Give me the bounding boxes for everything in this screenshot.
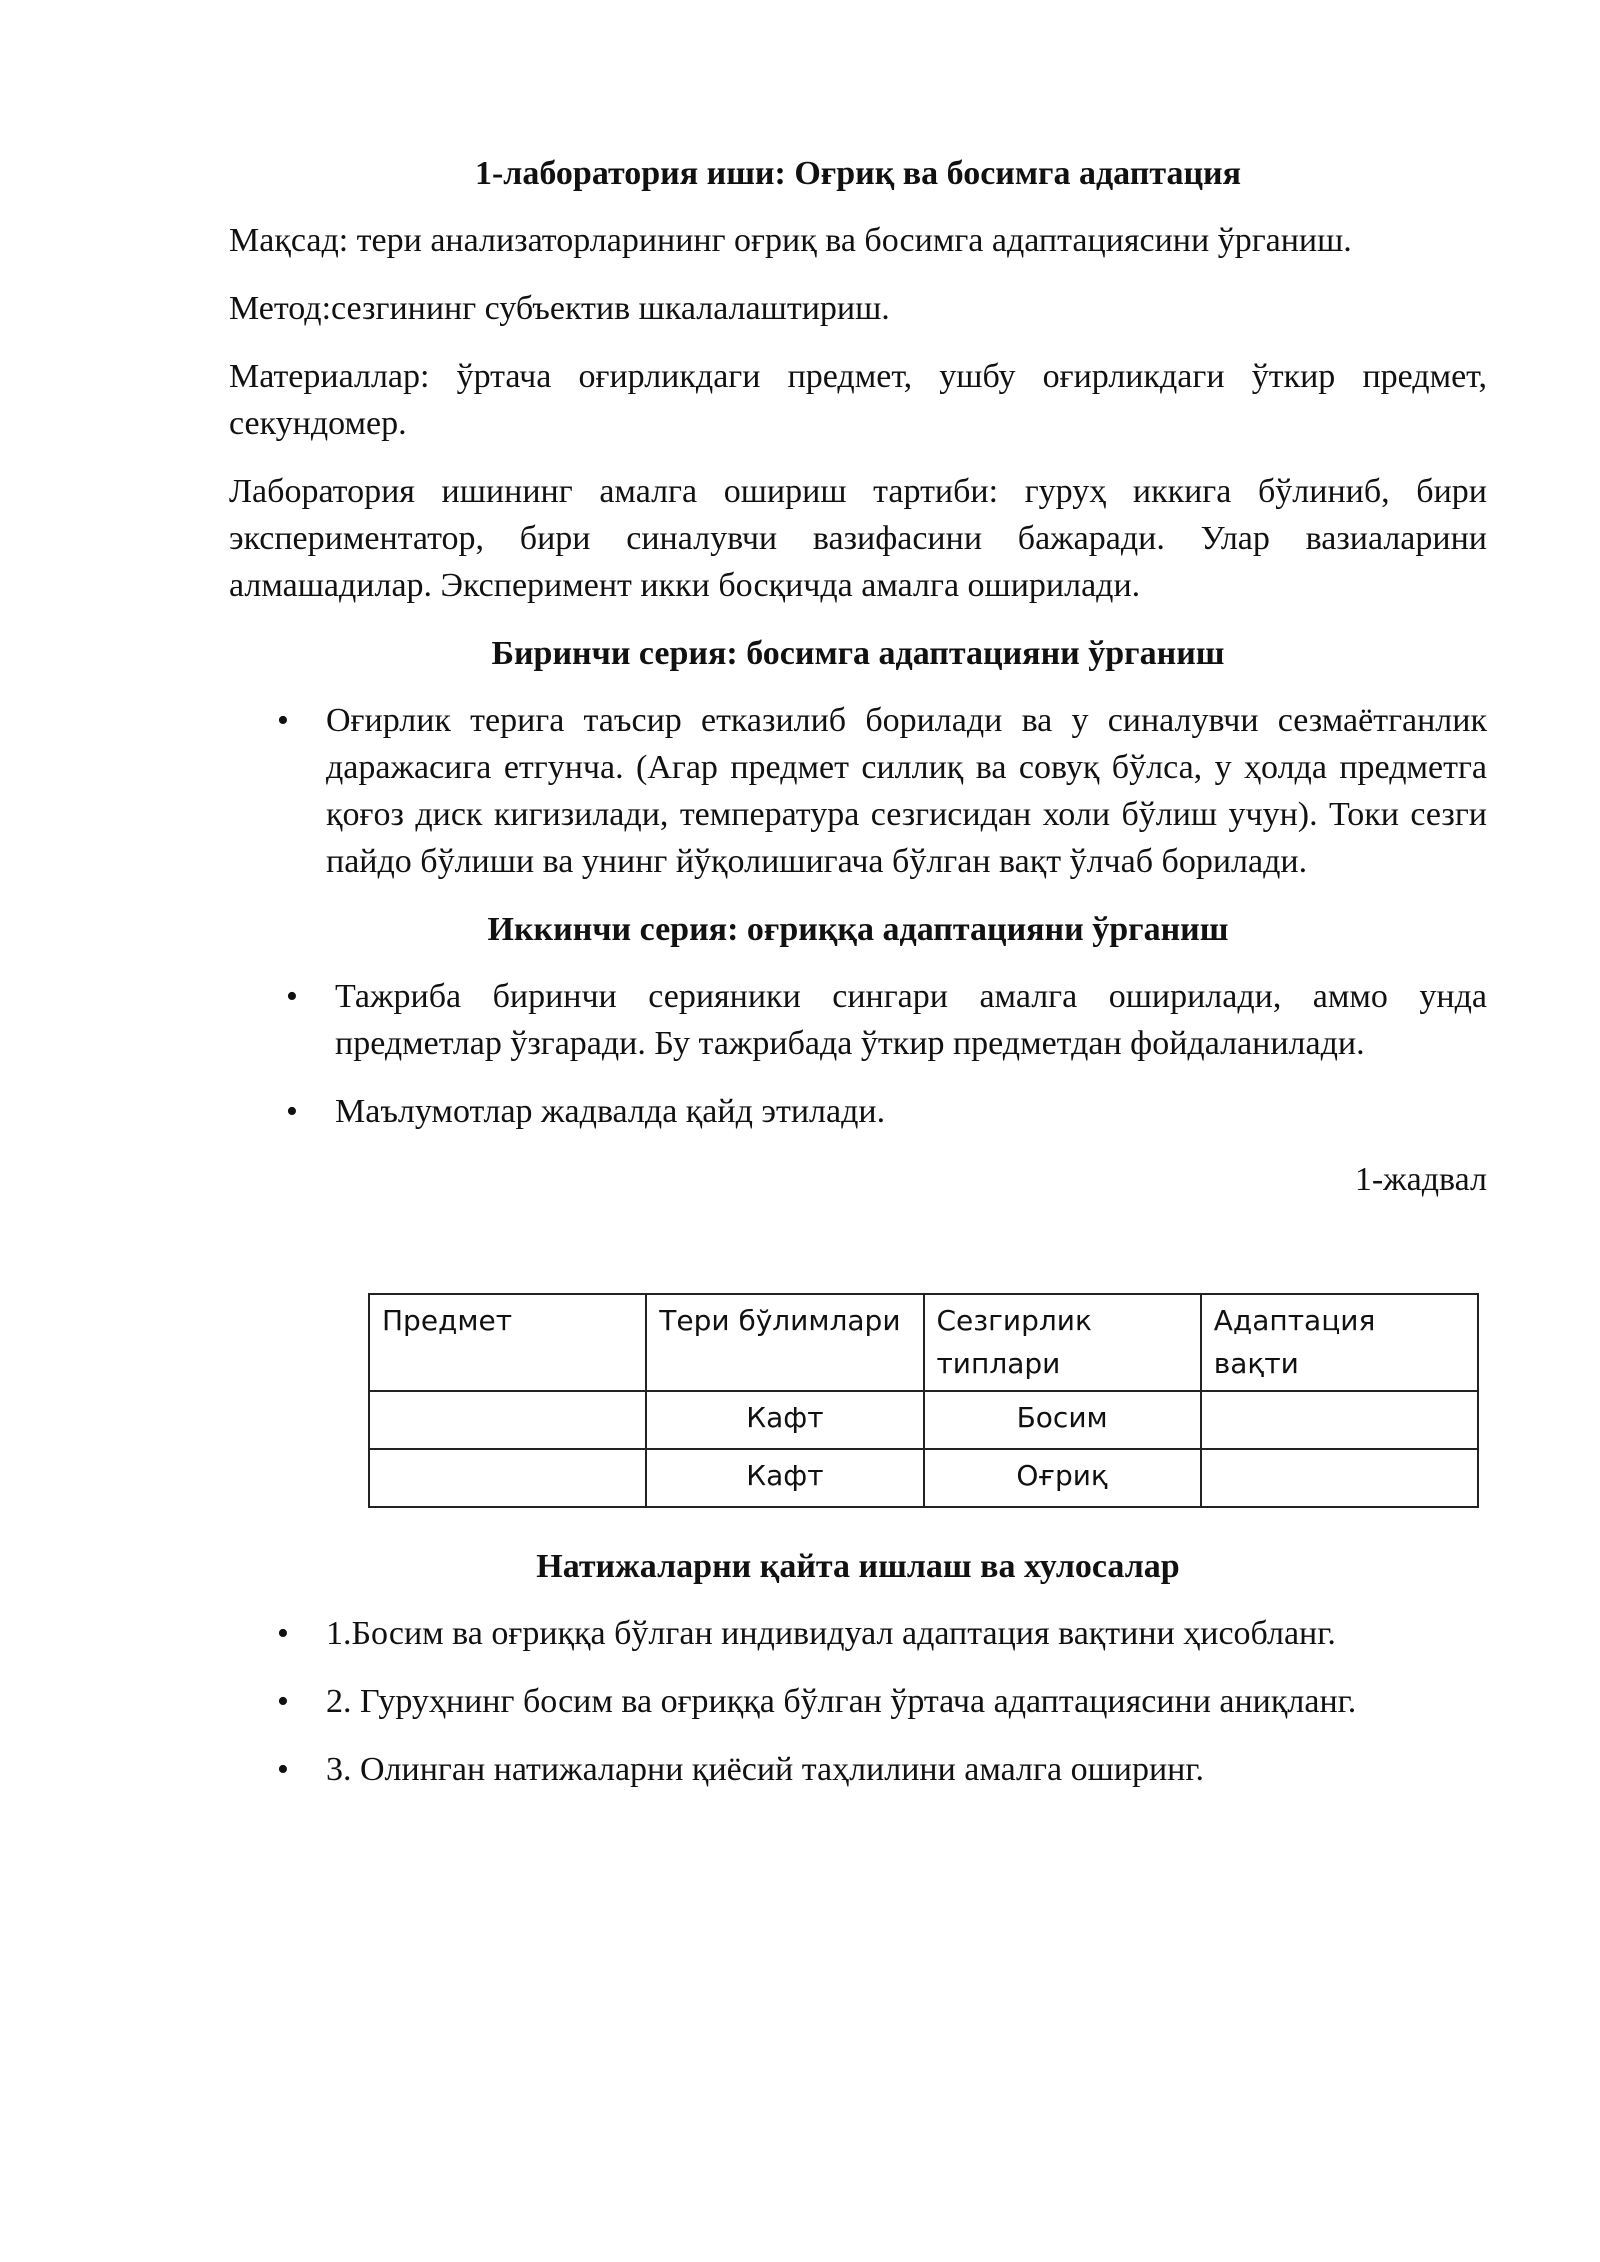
procedure-paragraph: Лаборатория ишининг амалга ошириш тартиби: гуруҳ иккига бўлиниб, бири экспериментатор, бири синалувчи вазифасини бажаради. Улар вазиаларини алмашадилар. Эксперимент икки босқичда амалга оширилади. [229,473,1487,604]
bullet-icon: • [286,1093,298,1130]
results-heading: Натижаларни қайта ишлаш ва хулосалар [536,1548,1180,1585]
bullet-icon: • [277,1683,289,1720]
table-row [369,1391,1478,1449]
list-item-text: 2. Гуруҳнинг босим ва оғриққа бўлган ўртача адаптациясини аниқланг. [326,1683,1357,1720]
purpose-paragraph: Мақсад: тери анализаторларининг оғриқ ва босимга адаптациясини ўрганиш. [229,222,1352,259]
series1-bullet-list [229,697,1487,885]
table-caption: 1-жадвал [1354,1161,1487,1198]
list-item-text: Тажриба биринчи серияники сингари амалга оширилади, аммо унда предметлар ўзгаради. Бу тажрибада ўткир предметдан фойдаланилади. [335,978,1487,1062]
data-table [368,1293,1479,1508]
table-header-row [369,1294,1478,1391]
list-item [229,1088,1487,1135]
table-cell [1201,1391,1478,1449]
table-cell: Босим [924,1391,1201,1449]
document-title: 1-лаборатория иши: Оғриқ ва босимга адаптация [474,155,1242,192]
table-header-cell: Тери бўлимлари [646,1294,923,1391]
table-header-cell: Адаптация вақти [1201,1294,1478,1391]
table-cell [369,1391,646,1449]
table-cell: Кафт [646,1449,923,1507]
table-cell: Оғриқ [924,1449,1201,1507]
table-cell [1201,1449,1478,1507]
table-cell: Кафт [646,1391,923,1449]
list-item [229,1678,1487,1725]
bullet-icon: • [277,702,289,739]
bullet-icon: • [277,1615,289,1652]
series1-heading: Биринчи серия: босимга адаптацияни ўрганиш [491,635,1225,672]
bullet-icon: • [286,978,298,1015]
method-paragraph: Метод:сезгининг субъектив шкалалаштириш. [229,290,890,327]
list-item [229,1610,1487,1657]
results-bullet-list [229,1610,1487,1793]
bullet-icon: • [277,1751,289,1788]
list-item-text: 3. Олинган натижаларни қиёсий таҳлилини амалга оширинг. [326,1751,1204,1788]
list-item-text: 1.Босим ва оғриққа бўлган индивидуал адаптация вақтини ҳисобланг. [326,1615,1336,1652]
table-cell [369,1449,646,1507]
document-page [229,150,1487,1814]
series2-bullet-list [229,973,1487,1135]
list-item-text: Оғирлик терига таъсир етказилиб борилади ва у синалувчи сезмаётганлик даражасига етгунча. (Агар предмет силлиқ ва совуқ бўлса, у ҳолда предметга қоғоз диск кигизилади, температура сезгисидан холи бўлиш учун). Токи сезги пайдо бўлиши ва унинг йўқолишигача бўлган вақт ўлчаб борилади. [326,702,1487,880]
materials-paragraph: Материаллар: ўртача оғирликдаги предмет, ушбу оғирликдаги ўткир предмет, секундомер. [229,358,1487,442]
list-item [229,697,1487,885]
table-header-cell: Предмет [369,1294,646,1391]
series2-heading: Иккинчи серия: оғриққа адаптацияни ўрганиш [487,911,1229,948]
list-item [229,973,1487,1067]
table-row [369,1449,1478,1507]
list-item [229,1746,1487,1793]
list-item-text: Маълумотлар жадвалда қайд этилади. [335,1093,886,1130]
table-header-cell: Сезгирлик типлари [924,1294,1201,1391]
